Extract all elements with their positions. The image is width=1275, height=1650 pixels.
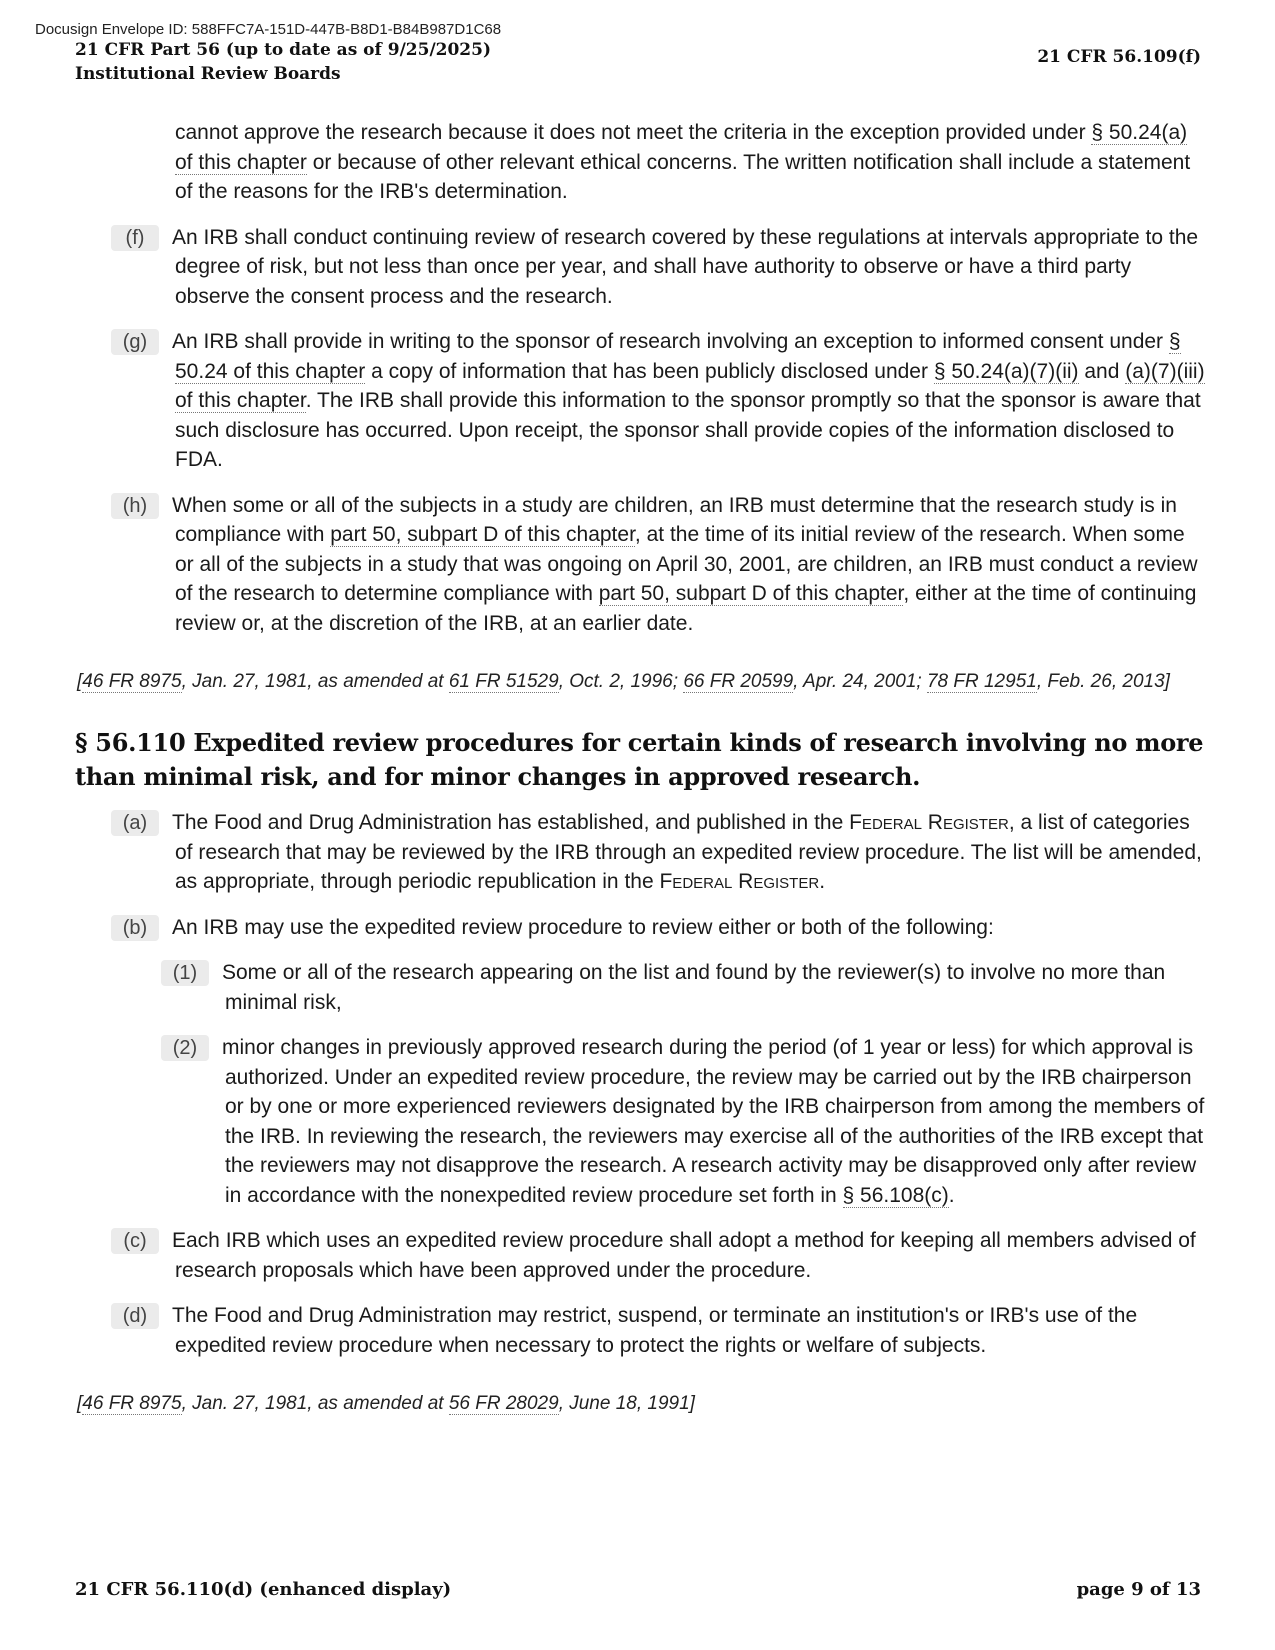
paragraph-h	[75, 491, 1205, 639]
paragraph-c	[75, 1226, 1205, 1285]
page-number: page 9 of 13	[1076, 1579, 1201, 1600]
paragraph-text: The Food and Drug Administration may restrict, suspend, or terminate an institution's or IRB's use of the expedited review procedure when necessary to protect the rights or welfare of subjects.	[172, 1304, 1138, 1357]
section-heading: § 56.110 Expedited review procedures for certain kinds of research involving no more than minimal risk, and for minor changes in approved research.	[75, 728, 1204, 791]
paragraph-text: Each IRB which uses an expedited review procedure shall adopt a method for keeping all members advised of research proposals which have been approved under the procedure.	[172, 1229, 1196, 1282]
paragraph-label: (h)	[111, 493, 159, 519]
fr-citation-link[interactable]: 66 FR 20599	[683, 671, 794, 692]
cross-reference-link[interactable]: part 50, subpart D of this chapter	[330, 523, 635, 546]
paragraph-a	[75, 808, 1205, 897]
paragraph-text: The Food and Drug Administration has established, and published in the Federal Register, a list of categories of research that may be reviewed by the IRB through an expedited review procedure. The list will be amended, as appropriate, through periodic republication in the Federal Register.	[172, 811, 1202, 893]
main-content	[75, 118, 1205, 1448]
federal-register-term: Federal Register	[849, 811, 1009, 834]
paragraph-text: Some or all of the research appearing on the list and found by the reviewer(s) to involve no more than minimal risk,	[222, 961, 1166, 1014]
cross-reference-link[interactable]: part 50, subpart D of this chapter	[598, 582, 904, 605]
source-citation: [46 FR 8975, Jan. 27, 1981, as amended at 61 FR 51529, Oct. 2, 1996; 66 FR 20599, Apr. 24, 2001; 78 FR 12951, Feb. 26, 2013]	[77, 671, 1170, 692]
paragraph-label: (a)	[111, 810, 159, 836]
footer-section-ref: 21 CFR 56.110(d) (enhanced display)	[75, 1579, 452, 1600]
paragraph-label: (d)	[111, 1303, 159, 1329]
paragraph-text: An IRB may use the expedited review procedure to review either or both of the following:	[172, 915, 994, 939]
header-section-ref: 21 CFR 56.109(f)	[1037, 47, 1201, 67]
document-title: 21 CFR Part 56 (up to date as of 9/25/2025)	[75, 40, 492, 60]
part-title: Institutional Review Boards	[75, 64, 341, 84]
paragraph-b-2	[75, 1033, 1205, 1210]
paragraph-label: (b)	[111, 915, 159, 941]
paragraph-continuation: cannot approve the research because it does not meet the criteria in the exception provided under § 50.24(a) of this chapter or because of other relevant ethical concerns. The written notification shall include a statement of the reasons for the IRB's determination.	[175, 121, 1191, 203]
document-header	[75, 38, 491, 86]
fr-citation-link[interactable]: 78 FR 12951	[926, 671, 1037, 692]
paragraph-d	[75, 1301, 1205, 1360]
paragraph-label: (f)	[111, 225, 159, 251]
paragraph-label: (g)	[111, 329, 159, 355]
fr-citation-link[interactable]: 46 FR 8975	[82, 671, 182, 692]
paragraph-text: An IRB shall provide in writing to the sponsor of research involving an exception to informed consent under § 50.24 of this chapter a copy of information that has been publicly disclosed under § 50.24(a)(7)(ii) and (a)(7)(iii) of this chapter. The IRB shall provide this information to the sponsor promptly so that the sponsor is aware that such disclosure has occurred. Upon receipt, the sponsor shall provide copies of the information disclosed to FDA.	[172, 330, 1205, 471]
federal-register-term: Federal Register	[659, 870, 820, 893]
docusign-envelope-id: Docusign Envelope ID: 588FFC7A-151D-447B-B8D1-B84B987D1C68	[35, 21, 502, 38]
paragraph-text: minor changes in previously approved research during the period (of 1 year or less) for which approval is authorized. Under an expedited review procedure, the review may be carried out by the IRB chairperson or by one or more experienced reviewers designated by the IRB chairperson from among the members of the IRB. In reviewing the research, the reviewers may exercise all of the authorities of the IRB except that the reviewers may not disapprove the research. A research activity may be disapproved only after review in accordance with the nonexpedited review procedure set forth in § 56.108(c).	[222, 1036, 1205, 1207]
paragraph-label: (1)	[161, 960, 209, 986]
paragraph-text: When some or all of the subjects in a study are children, an IRB must determine that the research study is in compliance with part 50, subpart D of this chapter, at the time of its initial review of the research. When some or all of the subjects in a study that was ongoing on April 30, 2001, are children, an IRB must conduct a review of the research to determine compliance with part 50, subpart D of this chapter, either at the time of continuing review or, at the discretion of the IRB, at an earlier date.	[172, 493, 1198, 635]
cross-reference-link[interactable]: (a)(7)(iii) of this chapter	[175, 359, 1205, 412]
paragraph-b-1	[75, 958, 1205, 1017]
paragraph-label: (c)	[111, 1228, 159, 1254]
cross-reference-link[interactable]: § 50.24(a)(7)(ii)	[933, 359, 1079, 383]
paragraph-f	[75, 223, 1205, 312]
fr-citation-link[interactable]: 61 FR 51529	[448, 671, 559, 692]
paragraph-text: An IRB shall conduct continuing review of research covered by these regulations at intervals appropriate to the degree of risk, but not less than once per year, and shall have authority to observe or have a third party observe the consent process and the research.	[172, 225, 1199, 308]
paragraph-b	[75, 913, 1205, 943]
paragraph-label: (2)	[161, 1035, 209, 1061]
cross-reference-link[interactable]: § 50.24 of this chapter	[175, 330, 1181, 383]
paragraph-g	[75, 327, 1205, 475]
fr-citation-link[interactable]: 46 FR 8975	[82, 1393, 182, 1414]
fr-citation-link[interactable]: 56 FR 28029	[448, 1393, 559, 1414]
cross-reference-link[interactable]: § 56.108(c)	[842, 1183, 949, 1207]
source-citation: [46 FR 8975, Jan. 27, 1981, as amended at 56 FR 28029, June 18, 1991]	[77, 1393, 695, 1414]
cross-reference-link[interactable]: § 50.24(a) of this chapter	[175, 121, 1188, 174]
